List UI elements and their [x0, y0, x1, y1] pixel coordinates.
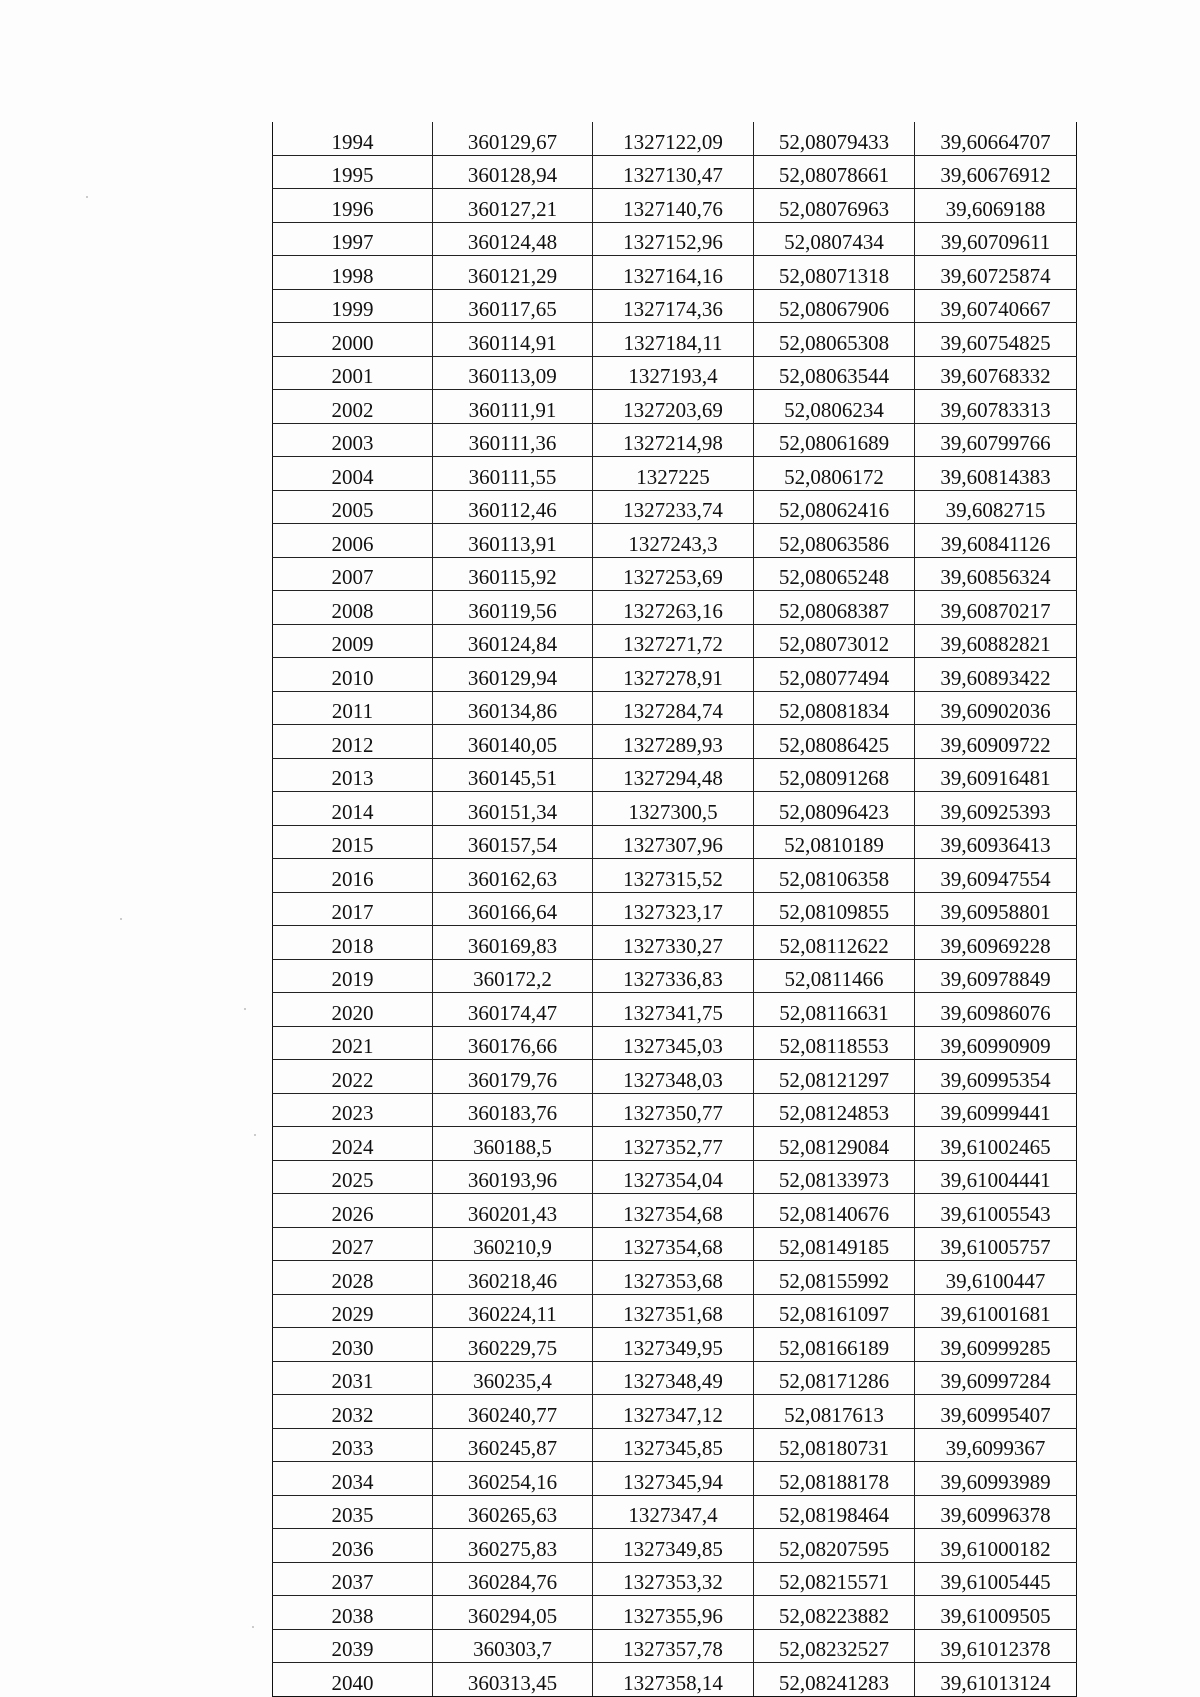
point-number-cell: 2001	[273, 356, 433, 390]
x-coordinate-cell: 360119,56	[433, 591, 593, 625]
y-coordinate-cell: 1327323,17	[593, 892, 754, 926]
coordinates-table-body	[273, 122, 1077, 1696]
y-coordinate-cell: 1327349,95	[593, 1328, 754, 1362]
y-coordinate-cell: 1327278,91	[593, 658, 754, 692]
y-coordinate-cell: 1327353,68	[593, 1261, 754, 1295]
table-row	[273, 926, 1077, 960]
y-coordinate-cell: 1327347,4	[593, 1495, 754, 1529]
table-row	[273, 390, 1077, 424]
y-coordinate-cell: 1327284,74	[593, 691, 754, 725]
y-coordinate-cell: 1327140,76	[593, 189, 754, 223]
point-number-cell: 2033	[273, 1428, 433, 1462]
table-row	[273, 859, 1077, 893]
point-number-cell: 2022	[273, 1060, 433, 1094]
x-coordinate-cell: 360284,76	[433, 1562, 593, 1596]
latitude-cell: 52,0806234	[754, 390, 915, 424]
x-coordinate-cell: 360240,77	[433, 1395, 593, 1429]
table-row	[273, 423, 1077, 457]
x-coordinate-cell: 360176,66	[433, 1026, 593, 1060]
y-coordinate-cell: 1327271,72	[593, 624, 754, 658]
x-coordinate-cell: 360113,91	[433, 524, 593, 558]
scan-speck	[252, 1626, 254, 1628]
x-coordinate-cell: 360166,64	[433, 892, 593, 926]
table-row	[273, 1261, 1077, 1295]
longitude-cell: 39,60841126	[915, 524, 1077, 558]
x-coordinate-cell: 360201,43	[433, 1194, 593, 1228]
point-number-cell: 2039	[273, 1629, 433, 1663]
point-number-cell: 1999	[273, 289, 433, 323]
x-coordinate-cell: 360117,65	[433, 289, 593, 323]
latitude-cell: 52,08076963	[754, 189, 915, 223]
x-coordinate-cell: 360303,7	[433, 1629, 593, 1663]
x-coordinate-cell: 360151,34	[433, 792, 593, 826]
table-row	[273, 323, 1077, 357]
x-coordinate-cell: 360112,46	[433, 490, 593, 524]
longitude-cell: 39,60893422	[915, 658, 1077, 692]
point-number-cell: 1998	[273, 256, 433, 290]
y-coordinate-cell: 1327152,96	[593, 222, 754, 256]
latitude-cell: 52,08067906	[754, 289, 915, 323]
scan-speck	[120, 918, 122, 920]
longitude-cell: 39,60995354	[915, 1060, 1077, 1094]
latitude-cell: 52,08062416	[754, 490, 915, 524]
x-coordinate-cell: 360140,05	[433, 725, 593, 759]
x-coordinate-cell: 360145,51	[433, 758, 593, 792]
longitude-cell: 39,6069188	[915, 189, 1077, 223]
x-coordinate-cell: 360128,94	[433, 155, 593, 189]
scan-speck	[244, 1008, 246, 1010]
latitude-cell: 52,08166189	[754, 1328, 915, 1362]
longitude-cell: 39,60799766	[915, 423, 1077, 457]
y-coordinate-cell: 1327336,83	[593, 959, 754, 993]
table-row	[273, 691, 1077, 725]
longitude-cell: 39,60947554	[915, 859, 1077, 893]
point-number-cell: 2015	[273, 825, 433, 859]
longitude-cell: 39,61004441	[915, 1160, 1077, 1194]
longitude-cell: 39,60986076	[915, 993, 1077, 1027]
y-coordinate-cell: 1327225	[593, 457, 754, 491]
longitude-cell: 39,60916481	[915, 758, 1077, 792]
longitude-cell: 39,60768332	[915, 356, 1077, 390]
x-coordinate-cell: 360179,76	[433, 1060, 593, 1094]
table-row	[273, 624, 1077, 658]
longitude-cell: 39,60725874	[915, 256, 1077, 290]
table-row	[273, 457, 1077, 491]
longitude-cell: 39,60856324	[915, 557, 1077, 591]
y-coordinate-cell: 1327358,14	[593, 1663, 754, 1697]
coordinates-table	[272, 122, 1077, 1697]
table-row	[273, 591, 1077, 625]
x-coordinate-cell: 360224,11	[433, 1294, 593, 1328]
latitude-cell: 52,08112622	[754, 926, 915, 960]
y-coordinate-cell: 1327307,96	[593, 825, 754, 859]
table-row	[273, 1294, 1077, 1328]
latitude-cell: 52,08180731	[754, 1428, 915, 1462]
point-number-cell: 2020	[273, 993, 433, 1027]
longitude-cell: 39,60870217	[915, 591, 1077, 625]
point-number-cell: 2025	[273, 1160, 433, 1194]
longitude-cell: 39,60996378	[915, 1495, 1077, 1529]
y-coordinate-cell: 1327354,04	[593, 1160, 754, 1194]
table-row	[273, 557, 1077, 591]
x-coordinate-cell: 360275,83	[433, 1529, 593, 1563]
latitude-cell: 52,08207595	[754, 1529, 915, 1563]
point-number-cell: 2019	[273, 959, 433, 993]
latitude-cell: 52,08061689	[754, 423, 915, 457]
longitude-cell: 39,60925393	[915, 792, 1077, 826]
latitude-cell: 52,08096423	[754, 792, 915, 826]
latitude-cell: 52,0810189	[754, 825, 915, 859]
x-coordinate-cell: 360265,63	[433, 1495, 593, 1529]
y-coordinate-cell: 1327294,48	[593, 758, 754, 792]
longitude-cell: 39,61005757	[915, 1227, 1077, 1261]
y-coordinate-cell: 1327351,68	[593, 1294, 754, 1328]
latitude-cell: 52,08149185	[754, 1227, 915, 1261]
point-number-cell: 1994	[273, 122, 433, 155]
point-number-cell: 2009	[273, 624, 433, 658]
scan-speck	[86, 196, 88, 198]
latitude-cell: 52,08081834	[754, 691, 915, 725]
point-number-cell: 2030	[273, 1328, 433, 1362]
point-number-cell: 2007	[273, 557, 433, 591]
x-coordinate-cell: 360129,67	[433, 122, 593, 155]
table-row	[273, 1629, 1077, 1663]
table-row	[273, 959, 1077, 993]
longitude-cell: 39,60882821	[915, 624, 1077, 658]
latitude-cell: 52,08188178	[754, 1462, 915, 1496]
table-row	[273, 289, 1077, 323]
y-coordinate-cell: 1327353,32	[593, 1562, 754, 1596]
y-coordinate-cell: 1327122,09	[593, 122, 754, 155]
table-row	[273, 1060, 1077, 1094]
table-row	[273, 725, 1077, 759]
longitude-cell: 39,60958801	[915, 892, 1077, 926]
longitude-cell: 39,61009505	[915, 1596, 1077, 1630]
table-row	[273, 892, 1077, 926]
point-number-cell: 2000	[273, 323, 433, 357]
table-row	[273, 1194, 1077, 1228]
y-coordinate-cell: 1327263,16	[593, 591, 754, 625]
x-coordinate-cell: 360134,86	[433, 691, 593, 725]
y-coordinate-cell: 1327315,52	[593, 859, 754, 893]
table-row	[273, 1328, 1077, 1362]
table-row	[273, 1428, 1077, 1462]
table-row	[273, 1127, 1077, 1161]
longitude-cell: 39,60936413	[915, 825, 1077, 859]
latitude-cell: 52,08241283	[754, 1663, 915, 1697]
x-coordinate-cell: 360174,47	[433, 993, 593, 1027]
point-number-cell: 2021	[273, 1026, 433, 1060]
y-coordinate-cell: 1327348,03	[593, 1060, 754, 1094]
table-row	[273, 758, 1077, 792]
point-number-cell: 2014	[273, 792, 433, 826]
table-row	[273, 1562, 1077, 1596]
longitude-cell: 39,61000182	[915, 1529, 1077, 1563]
table-row	[273, 1596, 1077, 1630]
longitude-cell: 39,60664707	[915, 122, 1077, 155]
point-number-cell: 2026	[273, 1194, 433, 1228]
longitude-cell: 39,61005445	[915, 1562, 1077, 1596]
y-coordinate-cell: 1327214,98	[593, 423, 754, 457]
latitude-cell: 52,08121297	[754, 1060, 915, 1094]
longitude-cell: 39,61012378	[915, 1629, 1077, 1663]
table-row	[273, 189, 1077, 223]
latitude-cell: 52,08063586	[754, 524, 915, 558]
latitude-cell: 52,08161097	[754, 1294, 915, 1328]
x-coordinate-cell: 360129,94	[433, 658, 593, 692]
table-row	[273, 792, 1077, 826]
y-coordinate-cell: 1327352,77	[593, 1127, 754, 1161]
point-number-cell: 2010	[273, 658, 433, 692]
longitude-cell: 39,60978849	[915, 959, 1077, 993]
point-number-cell: 2037	[273, 1562, 433, 1596]
y-coordinate-cell: 1327289,93	[593, 725, 754, 759]
y-coordinate-cell: 1327174,36	[593, 289, 754, 323]
x-coordinate-cell: 360218,46	[433, 1261, 593, 1295]
point-number-cell: 2024	[273, 1127, 433, 1161]
latitude-cell: 52,08065248	[754, 557, 915, 591]
table-row	[273, 1160, 1077, 1194]
longitude-cell: 39,60999285	[915, 1328, 1077, 1362]
y-coordinate-cell: 1327253,69	[593, 557, 754, 591]
x-coordinate-cell: 360124,84	[433, 624, 593, 658]
x-coordinate-cell: 360172,2	[433, 959, 593, 993]
y-coordinate-cell: 1327193,4	[593, 356, 754, 390]
latitude-cell: 52,08071318	[754, 256, 915, 290]
x-coordinate-cell: 360111,36	[433, 423, 593, 457]
latitude-cell: 52,0807434	[754, 222, 915, 256]
point-number-cell: 1995	[273, 155, 433, 189]
longitude-cell: 39,6082715	[915, 490, 1077, 524]
point-number-cell: 2031	[273, 1361, 433, 1395]
longitude-cell: 39,60902036	[915, 691, 1077, 725]
point-number-cell: 2032	[273, 1395, 433, 1429]
y-coordinate-cell: 1327357,78	[593, 1629, 754, 1663]
y-coordinate-cell: 1327347,12	[593, 1395, 754, 1429]
y-coordinate-cell: 1327243,3	[593, 524, 754, 558]
y-coordinate-cell: 1327354,68	[593, 1227, 754, 1261]
scan-speck	[254, 1134, 256, 1136]
latitude-cell: 52,08118553	[754, 1026, 915, 1060]
y-coordinate-cell: 1327300,5	[593, 792, 754, 826]
longitude-cell: 39,61002465	[915, 1127, 1077, 1161]
table-row	[273, 1663, 1077, 1697]
point-number-cell: 2002	[273, 390, 433, 424]
y-coordinate-cell: 1327341,75	[593, 993, 754, 1027]
point-number-cell: 2006	[273, 524, 433, 558]
latitude-cell: 52,08223882	[754, 1596, 915, 1630]
longitude-cell: 39,60676912	[915, 155, 1077, 189]
table-row	[273, 1529, 1077, 1563]
longitude-cell: 39,61013124	[915, 1663, 1077, 1697]
longitude-cell: 39,6100447	[915, 1261, 1077, 1295]
latitude-cell: 52,08155992	[754, 1261, 915, 1295]
x-coordinate-cell: 360114,91	[433, 323, 593, 357]
y-coordinate-cell: 1327330,27	[593, 926, 754, 960]
x-coordinate-cell: 360313,45	[433, 1663, 593, 1697]
x-coordinate-cell: 360162,63	[433, 859, 593, 893]
table-row	[273, 658, 1077, 692]
longitude-cell: 39,60754825	[915, 323, 1077, 357]
table-row	[273, 1462, 1077, 1496]
latitude-cell: 52,0811466	[754, 959, 915, 993]
point-number-cell: 2035	[273, 1495, 433, 1529]
y-coordinate-cell: 1327345,85	[593, 1428, 754, 1462]
point-number-cell: 2011	[273, 691, 433, 725]
table-row	[273, 356, 1077, 390]
longitude-cell: 39,6099367	[915, 1428, 1077, 1462]
point-number-cell: 2028	[273, 1261, 433, 1295]
table-row	[273, 1395, 1077, 1429]
latitude-cell: 52,08079433	[754, 122, 915, 155]
latitude-cell: 52,08091268	[754, 758, 915, 792]
y-coordinate-cell: 1327350,77	[593, 1093, 754, 1127]
y-coordinate-cell: 1327184,11	[593, 323, 754, 357]
point-number-cell: 2029	[273, 1294, 433, 1328]
table-row	[273, 524, 1077, 558]
longitude-cell: 39,61005543	[915, 1194, 1077, 1228]
longitude-cell: 39,60709611	[915, 222, 1077, 256]
latitude-cell: 52,08198464	[754, 1495, 915, 1529]
latitude-cell: 52,08078661	[754, 155, 915, 189]
longitude-cell: 39,60990909	[915, 1026, 1077, 1060]
longitude-cell: 39,60783313	[915, 390, 1077, 424]
x-coordinate-cell: 360229,75	[433, 1328, 593, 1362]
point-number-cell: 2005	[273, 490, 433, 524]
table-row	[273, 993, 1077, 1027]
latitude-cell: 52,08124853	[754, 1093, 915, 1127]
table-row	[273, 122, 1077, 155]
point-number-cell: 2036	[273, 1529, 433, 1563]
latitude-cell: 52,08068387	[754, 591, 915, 625]
latitude-cell: 52,08129084	[754, 1127, 915, 1161]
longitude-cell: 39,60997284	[915, 1361, 1077, 1395]
latitude-cell: 52,08133973	[754, 1160, 915, 1194]
table-row	[273, 1093, 1077, 1127]
point-number-cell: 2018	[273, 926, 433, 960]
latitude-cell: 52,08109855	[754, 892, 915, 926]
longitude-cell: 39,60969228	[915, 926, 1077, 960]
y-coordinate-cell: 1327345,94	[593, 1462, 754, 1496]
point-number-cell: 2040	[273, 1663, 433, 1697]
y-coordinate-cell: 1327349,85	[593, 1529, 754, 1563]
table-row	[273, 825, 1077, 859]
latitude-cell: 52,08073012	[754, 624, 915, 658]
point-number-cell: 2013	[273, 758, 433, 792]
point-number-cell: 2016	[273, 859, 433, 893]
longitude-cell: 39,60995407	[915, 1395, 1077, 1429]
x-coordinate-cell: 360294,05	[433, 1596, 593, 1630]
x-coordinate-cell: 360115,92	[433, 557, 593, 591]
y-coordinate-cell: 1327233,74	[593, 490, 754, 524]
table-row	[273, 1026, 1077, 1060]
point-number-cell: 2038	[273, 1596, 433, 1630]
latitude-cell: 52,0817613	[754, 1395, 915, 1429]
longitude-cell: 39,61001681	[915, 1294, 1077, 1328]
table-row	[273, 1495, 1077, 1529]
point-number-cell: 2034	[273, 1462, 433, 1496]
x-coordinate-cell: 360245,87	[433, 1428, 593, 1462]
x-coordinate-cell: 360124,48	[433, 222, 593, 256]
point-number-cell: 2008	[273, 591, 433, 625]
point-number-cell: 2012	[273, 725, 433, 759]
latitude-cell: 52,08140676	[754, 1194, 915, 1228]
latitude-cell: 52,0806172	[754, 457, 915, 491]
latitude-cell: 52,08215571	[754, 1562, 915, 1596]
longitude-cell: 39,60993989	[915, 1462, 1077, 1496]
x-coordinate-cell: 360121,29	[433, 256, 593, 290]
y-coordinate-cell: 1327355,96	[593, 1596, 754, 1630]
latitude-cell: 52,08065308	[754, 323, 915, 357]
y-coordinate-cell: 1327345,03	[593, 1026, 754, 1060]
x-coordinate-cell: 360111,91	[433, 390, 593, 424]
table-row	[273, 256, 1077, 290]
y-coordinate-cell: 1327354,68	[593, 1194, 754, 1228]
table-row	[273, 490, 1077, 524]
x-coordinate-cell: 360235,4	[433, 1361, 593, 1395]
point-number-cell: 2003	[273, 423, 433, 457]
y-coordinate-cell: 1327164,16	[593, 256, 754, 290]
x-coordinate-cell: 360210,9	[433, 1227, 593, 1261]
x-coordinate-cell: 360113,09	[433, 356, 593, 390]
x-coordinate-cell: 360127,21	[433, 189, 593, 223]
table-row	[273, 222, 1077, 256]
x-coordinate-cell: 360111,55	[433, 457, 593, 491]
x-coordinate-cell: 360183,76	[433, 1093, 593, 1127]
longitude-cell: 39,60740667	[915, 289, 1077, 323]
latitude-cell: 52,08232527	[754, 1629, 915, 1663]
longitude-cell: 39,60814383	[915, 457, 1077, 491]
latitude-cell: 52,08063544	[754, 356, 915, 390]
y-coordinate-cell: 1327203,69	[593, 390, 754, 424]
point-number-cell: 1997	[273, 222, 433, 256]
longitude-cell: 39,60909722	[915, 725, 1077, 759]
x-coordinate-cell: 360157,54	[433, 825, 593, 859]
point-number-cell: 2017	[273, 892, 433, 926]
point-number-cell: 2004	[273, 457, 433, 491]
latitude-cell: 52,08171286	[754, 1361, 915, 1395]
latitude-cell: 52,08106358	[754, 859, 915, 893]
point-number-cell: 2023	[273, 1093, 433, 1127]
latitude-cell: 52,08116631	[754, 993, 915, 1027]
point-number-cell: 1996	[273, 189, 433, 223]
x-coordinate-cell: 360193,96	[433, 1160, 593, 1194]
point-number-cell: 2027	[273, 1227, 433, 1261]
y-coordinate-cell: 1327130,47	[593, 155, 754, 189]
longitude-cell: 39,60999441	[915, 1093, 1077, 1127]
table-row	[273, 1227, 1077, 1261]
latitude-cell: 52,08077494	[754, 658, 915, 692]
y-coordinate-cell: 1327348,49	[593, 1361, 754, 1395]
x-coordinate-cell: 360254,16	[433, 1462, 593, 1496]
table-row	[273, 1361, 1077, 1395]
x-coordinate-cell: 360188,5	[433, 1127, 593, 1161]
table-row	[273, 155, 1077, 189]
latitude-cell: 52,08086425	[754, 725, 915, 759]
x-coordinate-cell: 360169,83	[433, 926, 593, 960]
